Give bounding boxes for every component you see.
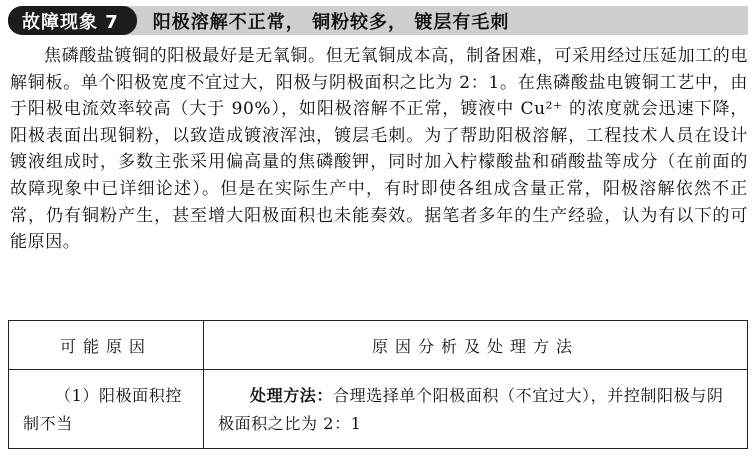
- section-banner: [8, 6, 748, 35]
- column-header-cause: 可能原因: [9, 321, 204, 370]
- solution-label: 处理方法：: [250, 386, 334, 405]
- cause-table: [8, 320, 748, 449]
- cause-cell: （1）阳极面积控制不当: [9, 370, 204, 449]
- body-paragraph: 焦磷酸盐镀铜的阳极最好是无氧铜。但无氧铜成本高，制备困难，可采用经过压延加工的电解铜板。单个阳极宽度不宜过大，阳极与阴极面积之比为 2：1。在焦磷酸盐电镀铜工艺中，由于阳极电流效率较高（大于 90%），如阳极溶解不正常，镀液中 Cu²⁺ 的浓度就会迅速下降，阳极表面出现铜粉，以致造成镀液浑浊，镀层毛刺。为了帮助阳极溶解，工程技术人员在设计镀液组成时，多数主张采用偏高量的焦磷酸钾，同时加入柠檬酸盐和硝酸盐等成分（在前面的故障现象中已详细论述）。但是在实际生产中，有时即使各组成含量正常，阳极溶解依然不正常，仍有铜粉产生，甚至增大阳极面积也未能奏效。据笔者多年的生产经验，认为有以下的可能原因。: [10, 46, 748, 253]
- solution-text: 合理选择单个阳极面积（不宜过大），并控制阳极与阴极面积之比为 2：1: [218, 386, 724, 433]
- table-row: [9, 370, 748, 449]
- table-header-row: [9, 321, 748, 370]
- solution-cell: [204, 370, 748, 449]
- column-header-solution: 原因分析及处理方法: [204, 321, 748, 370]
- fault-title: 阳极溶解不正常， 铜粉较多， 镀层有毛刺: [152, 11, 510, 33]
- fault-number-tag: 故障现象 7: [8, 6, 137, 35]
